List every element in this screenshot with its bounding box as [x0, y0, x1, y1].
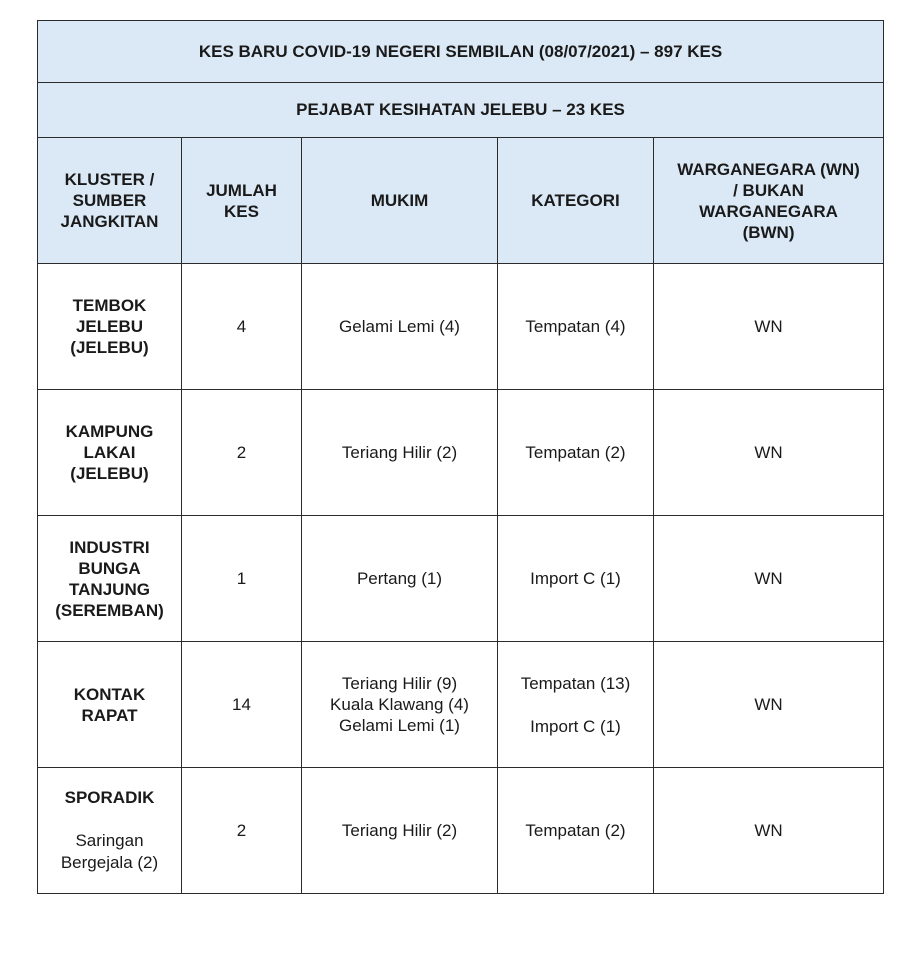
header-citizenship — [654, 138, 884, 264]
cluster-line: BUNGA — [78, 558, 141, 578]
header-row — [38, 138, 884, 264]
cluster-cell — [38, 264, 182, 390]
cluster-line: (SEREMBAN) — [55, 600, 164, 620]
cluster-spacer — [42, 809, 177, 830]
title-row — [38, 21, 884, 83]
kategori-cell — [498, 516, 654, 642]
kategori-line: Import C (1) — [530, 569, 621, 588]
table-row — [38, 390, 884, 516]
citizenship-cell: WN — [654, 516, 884, 642]
cluster-cell — [38, 516, 182, 642]
cluster-cell — [38, 642, 182, 768]
table-row — [38, 264, 884, 390]
cluster-line: LAKAI — [83, 443, 136, 462]
kategori-line: Tempatan (13) — [520, 673, 631, 693]
header-citizenship-line: WARGANEGARA (WN) — [677, 159, 860, 179]
kategori-cell — [498, 264, 654, 390]
kategori-line: Tempatan (2) — [525, 821, 626, 840]
header-cluster-line: KLUSTER / — [64, 170, 155, 189]
header-cluster-line: SUMBER — [72, 191, 147, 210]
mukim-cell — [302, 390, 498, 516]
citizenship-cell: WN — [654, 264, 884, 390]
cases-cell: 1 — [182, 516, 302, 642]
citizenship-cell: WN — [654, 768, 884, 894]
header-kategori: KATEGORI — [498, 138, 654, 264]
table-row — [38, 768, 884, 894]
cluster-line: INDUSTRI — [69, 537, 150, 557]
mukim-cell — [302, 516, 498, 642]
mukim-line: Teriang Hilir (2) — [341, 443, 458, 462]
cases-cell: 2 — [182, 768, 302, 894]
subtitle-row — [38, 83, 884, 138]
kategori-cell — [498, 768, 654, 894]
cases-cell: 4 — [182, 264, 302, 390]
table-row — [38, 516, 884, 642]
cluster-line: (JELEBU) — [70, 464, 149, 483]
cases-cell: 2 — [182, 390, 302, 516]
header-cases-line: KES — [224, 201, 259, 221]
kategori-line: Tempatan (2) — [525, 443, 626, 462]
cluster-line: (JELEBU) — [70, 338, 149, 357]
kategori-line: Tempatan (4) — [525, 317, 626, 336]
header-mukim: MUKIM — [302, 138, 498, 264]
mukim-cell — [302, 264, 498, 390]
cluster-line: TEMBOK — [72, 296, 147, 315]
mukim-line: Gelami Lemi (4) — [339, 317, 460, 336]
kategori-cell — [498, 390, 654, 516]
mukim-cell — [302, 768, 498, 894]
cluster-line: RAPAT — [81, 705, 138, 725]
citizenship-cell: WN — [654, 642, 884, 768]
cluster-sub-line: Saringan — [75, 831, 144, 850]
cluster-line: KONTAK — [73, 684, 146, 704]
table-subtitle: PEJABAT KESIHATAN JELEBU – 23 KES — [38, 83, 884, 138]
mukim-line: Pertang (1) — [356, 569, 443, 588]
cluster-cell — [38, 768, 182, 894]
mukim-cell: Teriang Hilir (9) Kuala Klawang (4) Gelami Lemi (1) — [302, 642, 498, 768]
cluster-line: JELEBU — [75, 317, 144, 336]
cluster-line: TANJUNG — [69, 579, 150, 599]
header-cases — [182, 138, 302, 264]
header-citizenship-line: WARGANEGARA — [699, 201, 838, 221]
mukim-line: Teriang Hilir (2) — [341, 821, 458, 840]
mukim-line: Teriang Hilir (9) — [341, 673, 458, 693]
header-cases-line: JUMLAH — [206, 180, 277, 200]
cluster-title: SPORADIK — [64, 788, 155, 807]
cluster-line: KAMPUNG — [65, 422, 154, 441]
table-title: KES BARU COVID-19 NEGERI SEMBILAN (08/07/2021) – 897 KES — [38, 21, 884, 83]
kategori-line: Import C (1) — [530, 716, 621, 736]
cluster-cell — [38, 390, 182, 516]
header-cluster-line: JANGKITAN — [60, 212, 159, 231]
table-row — [38, 642, 884, 768]
cases-cell: 14 — [182, 642, 302, 768]
header-cluster — [38, 138, 182, 264]
header-citizenship-line: / BUKAN — [733, 180, 804, 200]
citizenship-cell: WN — [654, 390, 884, 516]
covid-cases-table — [37, 20, 884, 894]
header-citizenship-line: (BWN) — [742, 222, 795, 242]
mukim-line: Gelami Lemi (1) — [339, 715, 460, 735]
cluster-sub-line: Bergejala (2) — [60, 853, 159, 872]
kategori-cell — [498, 642, 654, 768]
